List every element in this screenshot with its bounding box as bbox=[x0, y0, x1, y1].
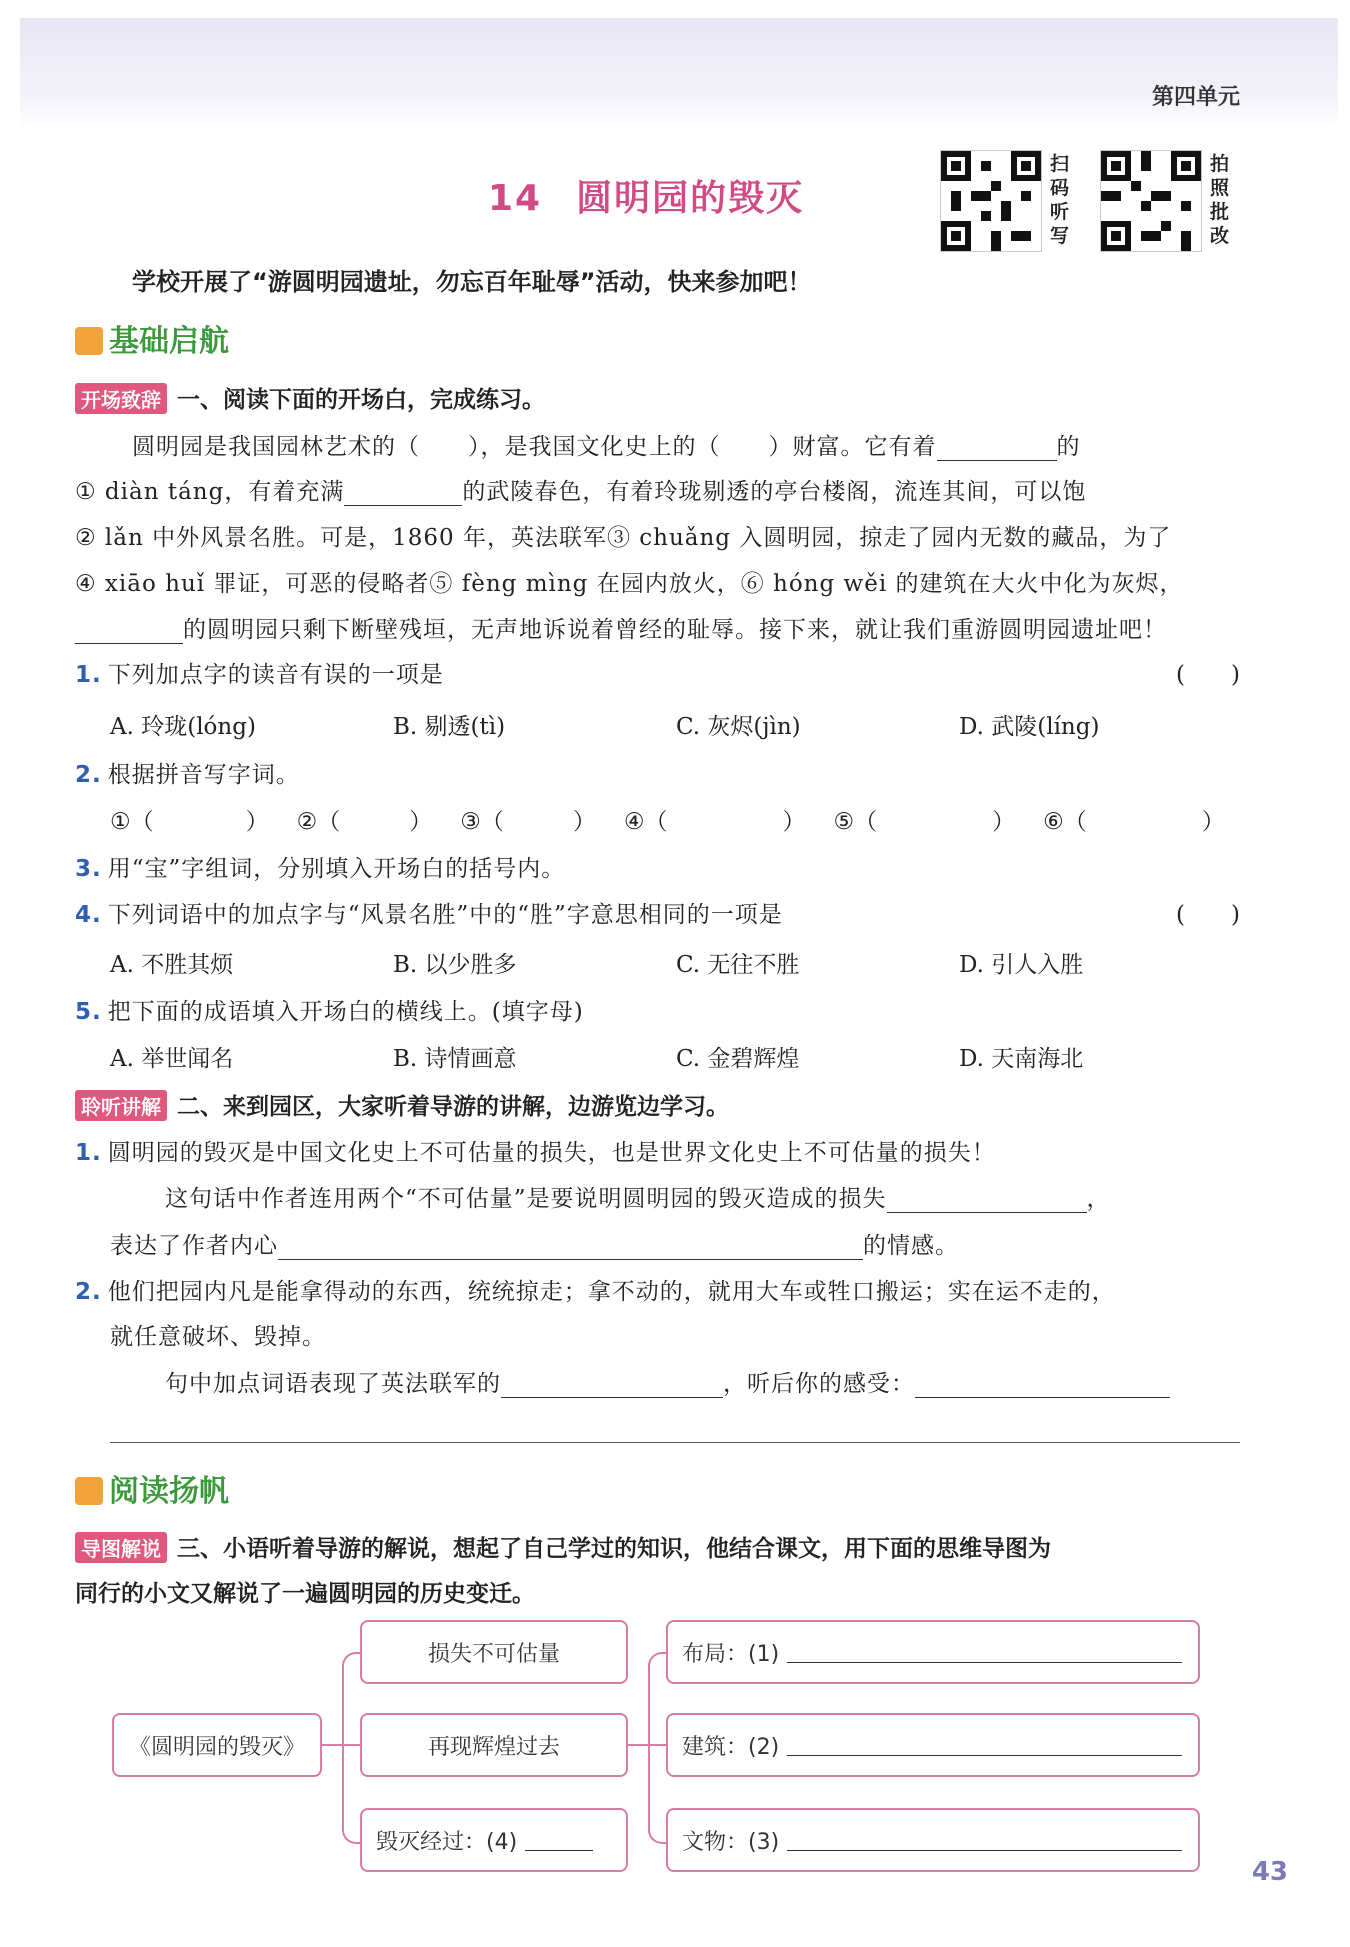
part3-tag: 导图解说 bbox=[75, 1532, 167, 1563]
q2-blank-6[interactable]: ⑥（ ） bbox=[1043, 809, 1225, 835]
question-1 bbox=[75, 656, 1240, 689]
question-3-text: 用“宝”字组词，分别填入开场白的括号内。 bbox=[107, 856, 566, 882]
blank-answer-c[interactable] bbox=[75, 617, 183, 644]
blank-answer-feeling[interactable] bbox=[278, 1233, 863, 1260]
part2-q1-sub1-text: 这句话中作者连用两个“不可估量”是要说明圆明园的毁灭造成的损失 bbox=[165, 1186, 887, 1212]
qr-code-dictation-icon[interactable] bbox=[940, 150, 1042, 252]
part2-q2-text2: 就任意破坏、毁掉。 bbox=[110, 1324, 326, 1350]
part2-q2-text: 他们把园内凡是能拿得动的东西，统统掠走；拿不动的，就用大车或牲口搬运；实在运不走的， bbox=[107, 1279, 1116, 1305]
passage-text-2a: ① diàn táng，有着充满 bbox=[75, 479, 345, 505]
part2-question-1 bbox=[75, 1134, 1240, 1167]
qr-grading-label: 拍照批改 bbox=[1210, 153, 1230, 247]
lesson-number: 14 bbox=[488, 178, 543, 219]
compass-icon bbox=[75, 327, 103, 355]
mindmap-root: 《圆明园的毁灭》 bbox=[112, 1713, 322, 1777]
passage-line-2 bbox=[75, 473, 1240, 506]
mindmap-branch-destruction bbox=[360, 1808, 628, 1872]
passage-line-1 bbox=[132, 428, 1240, 461]
unit-label: 第四单元 bbox=[1151, 85, 1240, 110]
blank-answer-4[interactable] bbox=[525, 1830, 593, 1851]
q4-option-d[interactable]: D. 引人入胜 bbox=[959, 952, 1084, 978]
part2-q1-sub2 bbox=[110, 1227, 1240, 1260]
q1-option-b[interactable]: B. 剔透(tì) bbox=[393, 714, 506, 740]
part2-q2-sub1 bbox=[165, 1365, 1240, 1398]
mindmap-leaf-relics-text: 文物：(3) bbox=[682, 1829, 780, 1855]
passage-line-5 bbox=[75, 611, 1240, 644]
answer-paren-q1[interactable]: ( ) bbox=[1176, 662, 1240, 688]
part3-heading-text1: 三、小语听着导游的解说，想起了自己学过的知识，他结合课文，用下面的思维导图为 bbox=[177, 1536, 1051, 1562]
part2-q2-number: 2. bbox=[75, 1279, 102, 1305]
mindmap-leaf-layout bbox=[666, 1620, 1200, 1684]
intro-text: 学校开展了“游圆明园遗址，勿忘百年耻辱”活动，快来参加吧！ bbox=[132, 268, 812, 296]
q5-option-d[interactable]: D. 天南海北 bbox=[959, 1046, 1084, 1072]
question-2-number: 2. bbox=[75, 762, 102, 788]
part1-tag: 开场致辞 bbox=[75, 383, 167, 414]
sail-icon bbox=[75, 1477, 103, 1505]
mindmap-leaf-buildings-text: 建筑：(2) bbox=[682, 1734, 780, 1760]
q1-option-c[interactable]: C. 灰烬(jìn) bbox=[676, 714, 801, 740]
question-1-number: 1. bbox=[75, 662, 102, 688]
q1-option-d[interactable]: D. 武陵(líng) bbox=[959, 714, 1100, 740]
part3-heading bbox=[75, 1530, 1051, 1563]
blank-answer-loss[interactable] bbox=[887, 1186, 1087, 1213]
question-5 bbox=[75, 993, 1240, 1026]
connector-root bbox=[322, 1744, 342, 1746]
blank-answer-feeling2[interactable] bbox=[915, 1371, 1170, 1398]
part2-q2-sub1-text: 句中加点词语表现了英法联军的 bbox=[165, 1371, 501, 1397]
mindmap-branch-loss: 损失不可估量 bbox=[360, 1620, 628, 1684]
q2-blank-5[interactable]: ⑤（ ） bbox=[833, 809, 1016, 835]
blank-answer-a[interactable] bbox=[937, 434, 1057, 461]
lesson-name: 圆明园的毁灭 bbox=[576, 178, 805, 219]
part3-heading-line2: 同行的小文又解说了一遍圆明园的历史变迁。 bbox=[75, 1581, 535, 1607]
section-basic-heading bbox=[75, 316, 229, 360]
blank-answer-3[interactable] bbox=[787, 1830, 1182, 1851]
q5-option-a[interactable]: A. 举世闻名 bbox=[110, 1046, 234, 1072]
qr-dictation-label: 扫码听写 bbox=[1050, 153, 1070, 247]
question-3-number: 3. bbox=[75, 856, 102, 882]
header-band bbox=[20, 18, 1338, 128]
part2-q1-sub2-text: 表达了作者内心 bbox=[110, 1233, 278, 1259]
section-reading-heading bbox=[75, 1466, 229, 1510]
blank-answer-1[interactable] bbox=[787, 1642, 1182, 1663]
connector-glory bbox=[628, 1744, 648, 1746]
q2-blank-2[interactable]: ②（ ） bbox=[296, 809, 433, 835]
passage-text-5: 的圆明园只剩下断壁残垣，无声地诉说着曾经的耻辱。接下来，就让我们重游圆明园遗址吧！ bbox=[183, 617, 1167, 643]
connector-right-bracket bbox=[648, 1652, 668, 1844]
mindmap-leaf-layout-text: 布局：(1) bbox=[682, 1641, 780, 1667]
part2-q1-sub2-end: 的情感。 bbox=[863, 1233, 959, 1259]
question-4-text: 下列词语中的加点字与“风景名胜”中的“胜”字意思相同的一项是 bbox=[107, 902, 783, 928]
section-basic-title: 基础启航 bbox=[109, 324, 229, 359]
part2-q1-sub1-end: ， bbox=[1086, 1186, 1111, 1212]
part2-heading bbox=[75, 1088, 729, 1121]
q2-blank-4[interactable]: ④（ ） bbox=[623, 809, 806, 835]
part2-q1-number: 1. bbox=[75, 1140, 102, 1166]
question-4-number: 4. bbox=[75, 902, 102, 928]
page-number: 43 bbox=[1251, 1857, 1288, 1887]
answer-paren-q4[interactable]: ( ) bbox=[1176, 902, 1240, 928]
passage-text-1: 圆明园是我国园林艺术的（ ），是我国文化史上的（ ）财富。它有着 bbox=[132, 434, 937, 460]
connector-right-middle bbox=[648, 1744, 666, 1746]
part1-heading-text: 一、阅读下面的开场白，完成练习。 bbox=[177, 387, 545, 413]
passage-text-2b: 的武陵春色，有着玲珑剔透的亭台楼阁，流连其间，可以饱 bbox=[462, 479, 1087, 505]
q4-options bbox=[110, 946, 1242, 979]
part2-heading-text: 二、来到园区，大家听着导游的讲解，边游览边学习。 bbox=[177, 1094, 729, 1120]
blank-answer-b[interactable] bbox=[344, 479, 462, 506]
question-4 bbox=[75, 896, 1240, 929]
part2-question-2 bbox=[75, 1273, 1240, 1306]
question-5-number: 5. bbox=[75, 999, 102, 1025]
question-1-text: 下列加点字的读音有误的一项是 bbox=[107, 662, 444, 688]
part2-tag: 聆听讲解 bbox=[75, 1090, 167, 1121]
connector-left-bracket bbox=[342, 1652, 362, 1844]
lesson-title bbox=[488, 170, 804, 221]
blank-answer-behavior[interactable] bbox=[501, 1371, 723, 1398]
q5-option-c[interactable]: C. 金碧辉煌 bbox=[676, 1046, 800, 1072]
part2-q1-text: 圆明园的毁灭是中国文化史上不可估量的损失，也是世界文化史上不可估量的损失！ bbox=[107, 1140, 996, 1166]
mindmap-leaf-relics bbox=[666, 1808, 1200, 1872]
passage-line-4: ④ xiāo huǐ 罪证，可恶的侵略者⑤ fèng mìng 在园内放火，⑥ hóng wěi 的建筑在大火中化为灰烬， bbox=[75, 571, 1184, 597]
part1-heading bbox=[75, 381, 545, 414]
question-2-text: 根据拼音写字词。 bbox=[107, 762, 300, 788]
part2-q1-sub1 bbox=[165, 1180, 1240, 1213]
connector-middle bbox=[342, 1744, 360, 1746]
mindmap-leaf-buildings bbox=[666, 1713, 1200, 1777]
question-3 bbox=[75, 850, 1240, 883]
q5-options bbox=[110, 1040, 1242, 1073]
q2-blank-1[interactable]: ①（ ） bbox=[110, 809, 269, 835]
q2-blank-3[interactable]: ③（ ） bbox=[460, 809, 596, 835]
section-reading-title: 阅读扬帆 bbox=[109, 1474, 229, 1509]
passage-line-3: ② lǎn 中外风景名胜。可是，1860 年，英法联军③ chuǎng 入圆明园，掠走了园内无数的藏品，为了 bbox=[75, 525, 1172, 551]
question-5-text: 把下面的成语填入开场白的横线上。(填字母) bbox=[107, 999, 584, 1025]
mindmap-branch-glory: 再现辉煌过去 bbox=[360, 1713, 628, 1777]
q2-blanks bbox=[110, 803, 1225, 836]
blank-answer-2[interactable] bbox=[787, 1735, 1182, 1756]
q4-option-c[interactable]: C. 无往不胜 bbox=[676, 952, 800, 978]
passage-text-1-end: 的 bbox=[1056, 434, 1081, 460]
q5-option-b[interactable]: B. 诗情画意 bbox=[393, 1046, 517, 1072]
question-2 bbox=[75, 756, 1240, 789]
qr-code-grading-icon[interactable] bbox=[1100, 150, 1202, 252]
q1-options bbox=[110, 708, 1242, 741]
q4-option-a[interactable]: A. 不胜其烦 bbox=[110, 952, 234, 978]
q1-option-a[interactable]: A. 玲珑(lóng) bbox=[110, 714, 256, 740]
mindmap-branch-destruction-text: 毁灭经过：(4) bbox=[376, 1829, 518, 1855]
q4-option-b[interactable]: B. 以少胜多 bbox=[393, 952, 517, 978]
part2-q2-sub1-mid: ，听后你的感受： bbox=[723, 1371, 915, 1397]
answer-line-full[interactable] bbox=[110, 1442, 1240, 1443]
